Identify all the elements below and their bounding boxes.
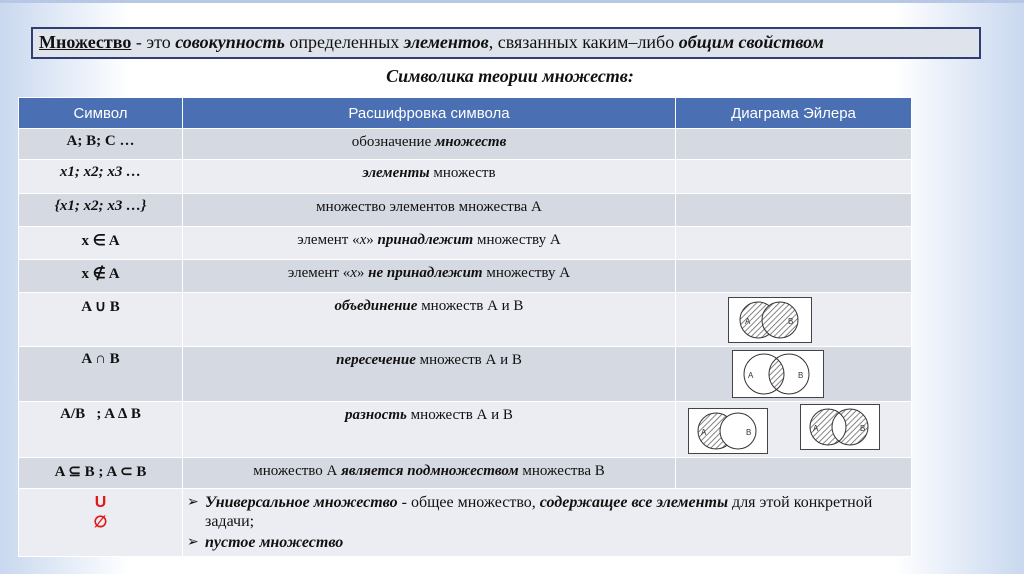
meaning-cell-wide xyxy=(183,489,912,557)
symbol-cell: A/B ; A ∆ B xyxy=(19,402,183,458)
meaning-text: множество А xyxy=(253,463,342,479)
meaning-cell xyxy=(183,458,676,489)
definition-emphasis: элементов xyxy=(403,32,489,52)
venn-union-diagram xyxy=(728,297,812,343)
definition-text: - это xyxy=(131,32,176,52)
venn-label-b: B xyxy=(746,428,752,437)
venn-label-b: B xyxy=(788,317,794,326)
meaning-text: » xyxy=(356,265,369,281)
venn-symmetric-difference-diagram xyxy=(800,404,880,450)
meaning-cell: множество элементов множества А xyxy=(183,194,676,227)
euler-cell xyxy=(676,347,912,402)
table-row xyxy=(19,194,912,227)
meaning-emphasis: разность xyxy=(345,407,407,423)
meaning-text: обозначение xyxy=(351,134,435,150)
euler-cell xyxy=(676,129,912,160)
definition-emphasis: совокупность xyxy=(175,32,285,52)
symbol-cell: x ∉ A xyxy=(19,260,183,293)
meaning-cell xyxy=(183,347,676,402)
venn-intersection-diagram xyxy=(732,350,824,398)
meaning-text: множеств А и В xyxy=(415,352,522,368)
venn-label-a: A xyxy=(813,424,819,433)
symbol-text: {x1; x2; x3 …} xyxy=(54,198,147,214)
euler-cell xyxy=(676,160,912,194)
page-subtitle: Символика теории множеств: xyxy=(386,66,634,86)
definition-emphasis: общим свойством xyxy=(678,32,824,52)
meaning-text: множеств xyxy=(429,165,496,181)
definition-text: , связанных каким–либо xyxy=(488,32,679,52)
table-row xyxy=(19,347,912,402)
meaning-emphasis: не принадлежит xyxy=(368,265,483,281)
meaning-cell xyxy=(183,227,676,260)
meaning-text: множеству А xyxy=(482,265,571,281)
meaning-variable: х xyxy=(350,265,357,281)
column-header-symbol: Символ xyxy=(19,98,183,129)
table-row xyxy=(19,458,912,489)
table-row xyxy=(19,160,912,194)
meaning-emphasis: множеств xyxy=(435,134,507,150)
list-text: для этой конкретной задачи; xyxy=(205,494,873,530)
table-row xyxy=(19,489,912,557)
euler-cell xyxy=(676,227,912,260)
top-border-line xyxy=(0,0,1024,3)
list-emphasis: пустое множество xyxy=(205,534,344,551)
euler-cell xyxy=(676,260,912,293)
symbol-text: x1; x2; x3 … xyxy=(59,164,142,180)
meaning-cell xyxy=(183,293,676,347)
arrow-bullet-icon: ➢ xyxy=(187,495,199,510)
list-item-empty xyxy=(183,533,891,552)
meaning-text: множества В xyxy=(518,463,605,479)
table-row xyxy=(19,227,912,260)
definition-box xyxy=(31,27,981,59)
table-row xyxy=(19,293,912,347)
table-row xyxy=(19,402,912,458)
meaning-emphasis: элементы xyxy=(362,165,430,181)
meaning-text: множеств А и В xyxy=(406,407,513,423)
euler-cell xyxy=(676,194,912,227)
meaning-text: элемент « xyxy=(287,265,351,281)
symbol-cell xyxy=(19,489,183,557)
venn-difference-diagram xyxy=(688,408,768,454)
symbol-cell xyxy=(19,194,183,227)
euler-cell xyxy=(676,402,912,458)
meaning-emphasis: принадлежит xyxy=(377,232,474,248)
meaning-emphasis: объединение xyxy=(334,298,418,314)
meaning-cell xyxy=(183,129,676,160)
arrow-bullet-icon: ➢ xyxy=(187,535,199,550)
venn-label-a: A xyxy=(701,428,707,437)
list-text: - общее множество, xyxy=(397,494,540,511)
euler-cell xyxy=(676,293,912,347)
meaning-cell xyxy=(183,260,676,293)
symbols-table xyxy=(18,97,912,557)
venn-label-b: B xyxy=(798,371,804,380)
meaning-cell xyxy=(183,160,676,194)
column-header-meaning: Расшифровка символа xyxy=(183,98,676,129)
term-set: Множество xyxy=(39,32,132,52)
list-emphasis: содержащее все элементы xyxy=(539,494,729,511)
meaning-emphasis: пересечение xyxy=(336,352,416,368)
meaning-cell xyxy=(183,402,676,458)
euler-cell xyxy=(676,458,912,489)
meaning-text: множеств А и В xyxy=(417,298,524,314)
meaning-text: множеству А xyxy=(473,232,561,248)
meaning-variable: х xyxy=(359,232,367,248)
table-row xyxy=(19,260,912,293)
symbol-cell: A ∪ B xyxy=(19,293,183,347)
empty-set-symbol: ∅ xyxy=(93,514,108,531)
table-row xyxy=(19,129,912,160)
symbol-cell xyxy=(19,160,183,194)
meaning-text: » xyxy=(366,232,378,248)
column-header-euler: Диаграма Эйлера xyxy=(676,98,912,129)
symbol-cell: x ∈ A xyxy=(19,227,183,260)
universal-set-symbol: U xyxy=(94,494,107,511)
meaning-text: элемент « xyxy=(297,232,360,248)
meaning-emphasis: является подмножеством xyxy=(341,463,519,479)
venn-label-a: A xyxy=(745,317,751,326)
symbol-cell: A; B; C … xyxy=(19,129,183,160)
venn-label-a: A xyxy=(748,371,754,380)
venn-label-b: B xyxy=(860,424,866,433)
symbol-cell: A ⊆ B ; A ⊂ B xyxy=(19,458,183,489)
list-item-universal xyxy=(183,493,891,531)
list-emphasis: Универсальное множество xyxy=(205,494,398,511)
symbol-cell: A ∩ B xyxy=(19,347,183,402)
definition-text: определенных xyxy=(284,32,404,52)
